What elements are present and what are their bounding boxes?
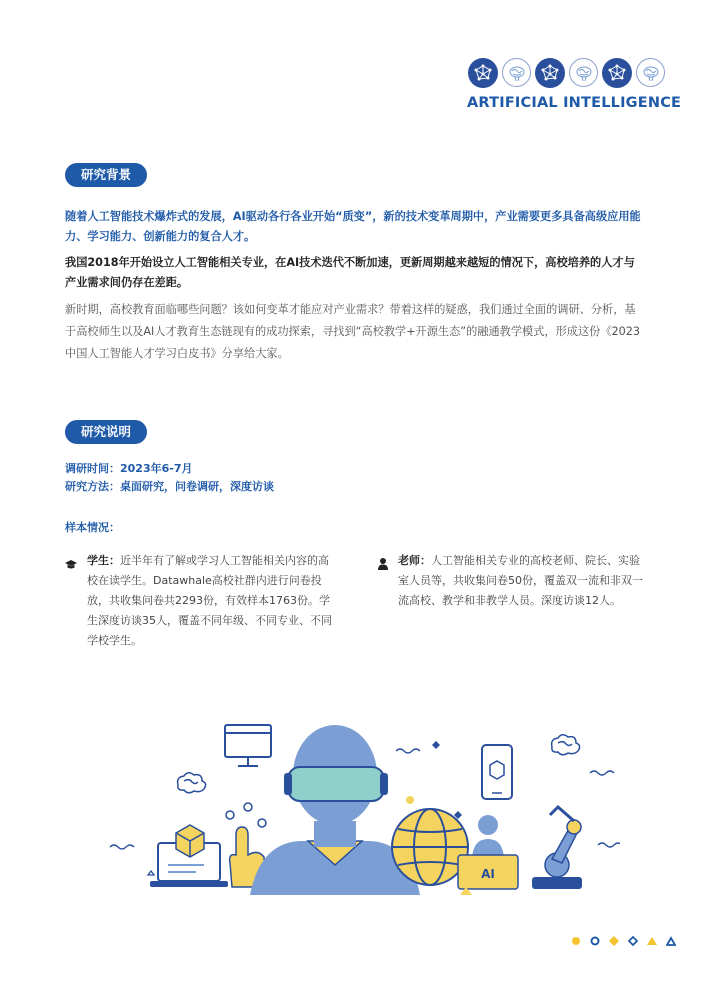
ai-label: AI	[481, 867, 495, 881]
students-description	[87, 551, 337, 651]
robot-arm-icon	[532, 807, 582, 889]
brand-title: ARTIFICIAL INTELLIGENCE	[467, 95, 682, 111]
person-icon	[377, 555, 389, 574]
graduation-cap-icon	[64, 556, 78, 575]
triangle-outline-icon	[666, 936, 676, 946]
section-title-description: 研究说明	[65, 420, 147, 444]
monitor-icon	[225, 725, 271, 766]
network-icon	[468, 58, 498, 88]
teachers-description	[398, 551, 648, 611]
section-title-background: 研究背景	[65, 163, 147, 187]
cube-icon	[176, 825, 204, 857]
brain-icon	[502, 58, 531, 87]
brain-icon	[569, 58, 598, 87]
logo-circles	[468, 58, 665, 88]
person-vr-icon	[250, 725, 420, 895]
emphasis-paragraph: 我国2018年开始设立人工智能相关专业，在AI技术迭代不断加速，更新周期越来越短的情况下，高校培养的人才与产业需求间仍存在差距。	[65, 256, 635, 289]
students-label: 学生：	[87, 554, 120, 567]
diamond-icon	[609, 936, 619, 946]
lead-paragraph: 随着人工智能技术爆炸式的发展，AI驱动各行各业开始“质变”，新的技术变革周期中，产业需要更多具备高级应用能力、学习能力、创新能力的复合人才。	[65, 210, 641, 243]
ring-icon	[590, 936, 600, 946]
network-icon	[535, 58, 565, 88]
students-text: 近半年有了解或学习人工智能相关内容的高校在读学生。Datawhale高校社群内进行问卷投放，共收集问卷共2293份，有效样本1763份。学生深度访谈35人，覆盖不同年级、不同专业、不同学校学生。	[87, 554, 332, 647]
ai-illustration	[100, 715, 620, 895]
body-paragraph: 新时期，高校教育面临哪些问题？该如何变革才能应对产业需求？带着这样的疑惑，我们通过全面的调研、分析，基于高校师生以及AI人才教育生态链现有的成功探索，寻找到“高校教学+开源生态”的融通教学模式，形成这份《2023中国人工智能人才学习白皮书》分享给大家。	[65, 303, 641, 360]
teachers-text: 人工智能相关专业的高校老师、院长、实验室人员等，共收集问卷50份，覆盖双一流和非双一流高校、教学和非教学人员。深度访谈12人。	[398, 554, 643, 607]
brain-icon	[178, 773, 206, 793]
network-icon	[602, 58, 632, 88]
phone-icon	[482, 745, 512, 799]
diamond-outline-icon	[628, 936, 638, 946]
triangle-icon	[647, 936, 657, 946]
brain-icon	[636, 58, 665, 87]
brain-icon	[552, 735, 580, 755]
footer-decoration	[571, 936, 676, 946]
globe-icon	[392, 809, 468, 885]
teachers-label: 老师：	[398, 554, 431, 567]
circle-icon	[571, 936, 581, 946]
research-method: 研究方法：桌面研究，问卷调研，深度访谈	[65, 480, 274, 493]
sample-title: 样本情况：	[65, 521, 120, 534]
research-time: 调研时间：2023年6-7月	[65, 462, 193, 475]
